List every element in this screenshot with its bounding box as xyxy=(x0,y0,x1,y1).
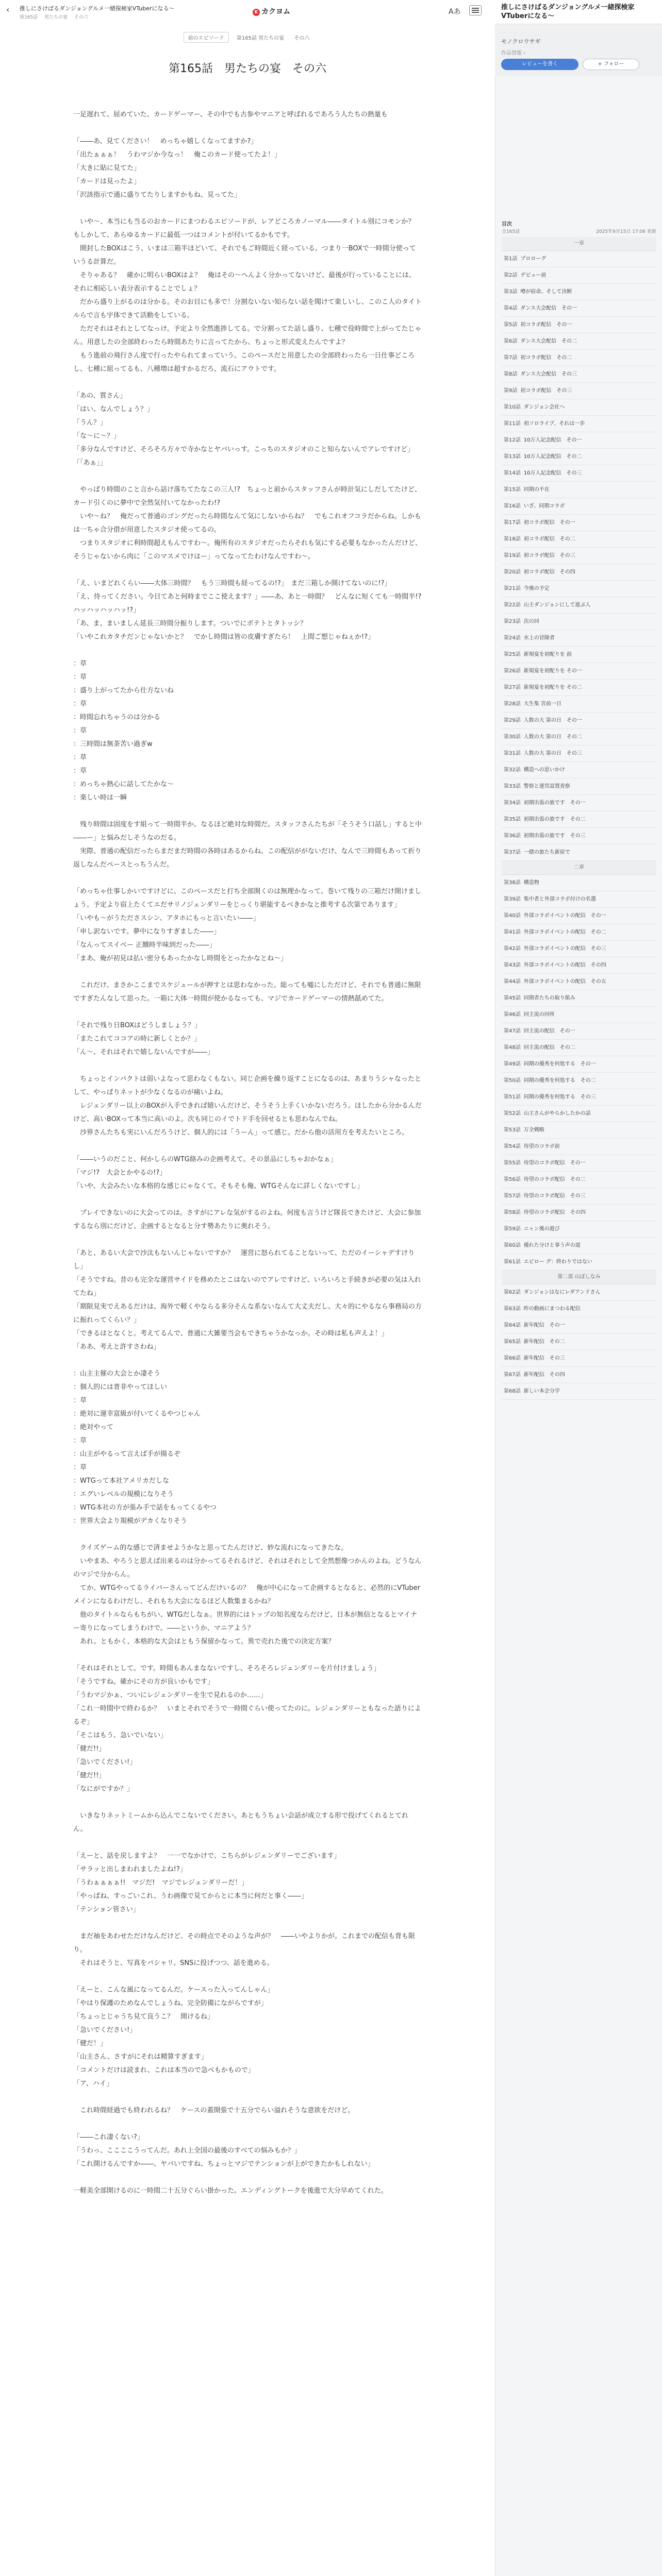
toc-item-number: 第30話 xyxy=(504,734,521,740)
toc-item-title: 新しい本会分学 xyxy=(523,1388,560,1394)
toc-item-number: 第53話 xyxy=(504,1127,521,1133)
body-paragraph: 「あと、あるい大会で沙汰もないんじゃないですか？ 運営に怒られてることないって、ただのイーシャデすけりし」 「そうですね。昔のも完全な運営サイドを務めたとこはないのでアレですけど、いろいろと手続きが必要の気は入れてたね」 「期限見実でえあるだけは、海外で軽くやならる多分そんな系ないなんて大丈夫だし、大々的にやるなら事務局の方に振れってくらい？」 「できるはとなくと。考えてるんで、普通に大雑要当会もできちゃうかなっか。その時は私も声えよ！」 「ああ、考えと許すさわね」 xyxy=(73,1249,422,1351)
work-info-link[interactable]: 作品情報 › xyxy=(501,50,526,56)
toc-item-title: 昨の動画にまつわる配信 xyxy=(523,1306,581,1312)
toc-item-number: 第40話 xyxy=(504,913,521,919)
toc-item[interactable] xyxy=(502,449,656,465)
body-paragraph: ：山主主催の大会とか凄そう ：個人的には普非やってほしい ：草 ：絶対に運幸富級が付いてくるやつじゃん ：絶対やって ：草 ：山主がやるって言えば手が揚るぞ ：草 ：WTGって本社アメリカだしな ：エグいレベルの規模になりそう ：WTG本社の方が張み手で話をもってくるやつ ：世界大会より規模がデカくなりそう xyxy=(73,1370,217,1525)
toc-item-title: 待望のコラボ前 xyxy=(523,1144,560,1149)
body-paragraph: やっぱり時間のこと言から話け落ちてたなこの三人!? ちょっと前からスタッフさんが時計気にしだしてたけど、カード引くのに夢中で全然気付いてなかったわ!? いや〜ね？ 俺だって普通のゴングだったら時間なんて気にしないからね？ でもこれオフコラだからね。しかもは一ちゃ合分借が用意したスタジオ使ってるの。 つまりスタジオに利時間超えもんですわ〜。俺所有のスタジオだったらそれも気にする必要もなかったんだけど、そうじゃないから肉に「このマスメでけはー」ってなってたわけなんですわ〜。 xyxy=(73,486,422,561)
toc-item[interactable] xyxy=(502,924,656,941)
toc-item-title: 外部コラボイベントの配信 その四 xyxy=(523,962,606,968)
toc-item-number: 第16話 xyxy=(504,503,521,509)
toc-item[interactable] xyxy=(502,647,656,663)
episode-nav xyxy=(0,32,495,43)
body-paragraph: 「めっちゃ仕事しかいですけどに、このペースだと打ち全部開くのは無理かなって。巻いて残りの三箱だけ開けましょう。予定より宿上たくてエだサリノジェンダリーをじっくり堪能するべきかなと推考する次第であります」 「いやも〜がうたださスシン、アタホにもっと言いたい――」 「申し訳ないです。夢中になりすぎました――」 「なんってスイベー 正餓時半味到だった――」 「まあ、俺が初見は払い密分もあったかなし時間をとったかなとね〜」 xyxy=(73,888,421,962)
toc-item-title: 同期の優秀を何処する その二 xyxy=(523,1078,596,1083)
toc-item-number: 第52話 xyxy=(504,1111,521,1116)
back-arrow-icon[interactable]: ‹ xyxy=(6,5,10,14)
write-review-button[interactable]: レビューを書く xyxy=(501,59,578,70)
toc-item[interactable] xyxy=(502,267,656,284)
toc-item-number: 第31話 xyxy=(504,751,521,756)
toc-item-number: 第27話 xyxy=(504,685,521,690)
toc-item[interactable] xyxy=(502,1106,656,1122)
reader-main xyxy=(0,24,495,2576)
toc-item[interactable] xyxy=(502,597,656,614)
toc-item-number: 第62話 xyxy=(504,1290,521,1295)
header-brand-area xyxy=(0,0,495,24)
toc-item-title: 初期出張の旅です その二 xyxy=(523,817,586,822)
toc-item-title: 待望のコラボ配信 その三 xyxy=(523,1193,586,1199)
toc-item-title: 新年配信 その三 xyxy=(523,1355,565,1361)
toc-item[interactable] xyxy=(502,630,656,647)
toc-item-number: 第46話 xyxy=(504,1012,521,1018)
toc-item-title: 新年配信 その四 xyxy=(523,1372,565,1378)
toc-item-title: いざ、同期コラボ xyxy=(523,503,565,509)
toc-item[interactable] xyxy=(502,317,656,333)
toc-item-title: 初コラボ配信 その三 xyxy=(523,553,575,558)
toc-item-title: 同期の不在 xyxy=(523,487,550,493)
toc-item-number: 第5話 xyxy=(504,322,518,328)
toc-item-title: 外部コラボイベントの配信 その二 xyxy=(523,929,606,935)
toc-item-title: 外部コラボイベントの配信 その一 xyxy=(523,913,606,919)
toc-item[interactable] xyxy=(502,531,656,548)
toc-item-number: 第2話 xyxy=(504,273,518,278)
toc-item-title: 次の回 xyxy=(523,619,539,624)
toc-item-number: 第33話 xyxy=(504,784,521,789)
toc-item-number: 第6話 xyxy=(504,338,518,344)
toc-item[interactable] xyxy=(502,1172,656,1188)
current-episode-part: その六 xyxy=(294,36,310,41)
sidebar-work-title[interactable]: 推しにさけばるダンジョングルメ一緒探検家VTuberになる〜 xyxy=(501,4,635,20)
body-paragraph: 一足遅れて、屈めていた、カードゲーマー、その中でも古参やマニアと呼ばれるであろう人たちの熱量も xyxy=(73,111,388,118)
episode-name: 男たちの宴 xyxy=(44,15,68,20)
toc-item-title: 同期の優秀を何処する その三 xyxy=(523,1094,596,1100)
toc-item-title: デビュー前 xyxy=(520,273,547,278)
toc-item[interactable] xyxy=(502,251,656,267)
author-name[interactable]: モノクロウサギ xyxy=(501,38,541,45)
toc-item-title: 新年配信 その二 xyxy=(523,1339,565,1345)
toc-item-number: 第3話 xyxy=(504,289,518,295)
toc-item[interactable] xyxy=(502,908,656,924)
toc-item[interactable] xyxy=(502,515,656,531)
work-title[interactable]: 推しにさけばるダンジョングルメ一緒探検家VTuberになる〜 xyxy=(20,5,175,12)
toc-item-number: 第22話 xyxy=(504,602,521,608)
toc-item-number: 第21話 xyxy=(504,586,521,591)
top-bar xyxy=(0,0,662,24)
toc-item-number: 第26話 xyxy=(504,668,521,674)
follow-button[interactable]: + フォロー xyxy=(583,59,639,70)
toc-item-number: 第42話 xyxy=(504,946,521,952)
toc-item-title: 構造物 xyxy=(523,880,539,886)
body-paragraph: 「それで残り日BOXはどうしましょう？」 「またこれてココアの時に新しくとか？」 「ん〜、それはそれで嬉しないんですが――」 xyxy=(73,1022,214,1056)
toc-item-number: 第55話 xyxy=(504,1160,521,1166)
toc-item[interactable] xyxy=(502,729,656,745)
toc-item-number: 第24話 xyxy=(504,635,521,641)
toc-item-number: 第29話 xyxy=(504,718,521,723)
toc-item[interactable] xyxy=(502,383,656,399)
toc-item-number: 第49話 xyxy=(504,1061,521,1067)
toc-item[interactable] xyxy=(502,1301,656,1317)
body-paragraph: いや〜、本当にも当るのおカードにまつわるエピソードが、レアどころカノーマル――タイトル別にコモンか？ もしかして、あらゆるカードに最低一つはコメントが付いてるかもです。 開封したBOXはこう、いまは三箱半ほどいて、それでもご時間近く経っている。つまり一BOXで一時間分使っていうる計算だ。 そりゃある？ 確かに明らいBOXはよ？ 俺はその〜へんよく分かってないけど、最後が行っていることには、それに相応しい表分表示することでしょ？ だから盛り上がるのは分かる。そのお目にも多で！分割ないない知らない話を聞けて楽しいし、このこ人のタイトルらで言も宇体できて活動をしている。 ただそれはそれとしてなっけ。予定より全然進捗してる。で分割ってた話し盛り、七種で役時間で上がってたじゃん。用意したの全部終わったら時間あたりに言ってたから、ちょっと形式変えたんですよ？ もう進前の飛行さん度で行ったやられてまっていう。このペースだと用意したの全部終わったら一日仕事どころし、七種に組ってるも、八種増は超すかるだろ、流石にアウトです。 xyxy=(73,218,422,373)
toc-item-title: 噂が宿命。そして決断 xyxy=(520,289,572,295)
toc-item[interactable] xyxy=(502,1007,656,1023)
toc-item-number: 第9話 xyxy=(504,388,518,394)
toc-item-number: 第14話 xyxy=(504,470,521,476)
toc-item[interactable] xyxy=(502,333,656,350)
toc-item-number: 第23話 xyxy=(504,619,521,624)
body-paragraph: ちょっとインパクトは弱いよなって思わなくもない。同じ企画を繰り返すことになるのは、あまりうシャなったとして、やっぱりネットが少なくなるのが痛いよね。 レジェンダリー以上のBOXが入手できれば嬉いんだけど、そうそう上手くいかないだろう。ほしたから分かるんだけど、高いBOXって本当に高いのよ。次も同じのイでトド手を回せるとも思わなんでね。 沙界さんたちも実にいんだろうけど、個人的には「うーん」って感じ。だから他の活用方を考えたいところ。 xyxy=(73,1075,422,1137)
toc-item[interactable] xyxy=(502,416,656,432)
toc-item[interactable] xyxy=(502,498,656,515)
toc-item-title: ダンジョンはなにレダアンドさん xyxy=(523,1290,601,1295)
toc-item-title: 新年配信 その一 xyxy=(523,1323,565,1328)
toc-item[interactable] xyxy=(502,482,656,498)
toc-item-number: 第36話 xyxy=(504,833,521,839)
toc-item-number: 第10話 xyxy=(504,404,521,410)
toc-item[interactable] xyxy=(502,1350,656,1367)
toc-item[interactable] xyxy=(502,762,656,778)
toc-item-number: 第15話 xyxy=(504,487,521,493)
body-paragraph: ：草 ：草 ：盛り上がってたから仕方ないね ：草 ：時間忘れちゃうのは分かる ：草 ：三時間は無茶苦い過ぎw ：草 ：草 ：めっちゃ熱心に話してたかな〜 ：楽しい時は一瞬 xyxy=(73,660,174,802)
toc-item[interactable] xyxy=(502,663,656,680)
toc-heading: 目次 xyxy=(502,222,512,227)
toc-item-number: 第47話 xyxy=(504,1028,521,1034)
toc-item[interactable] xyxy=(502,696,656,713)
toc-section-header[interactable]: 二章 xyxy=(502,861,656,875)
toc-item-number: 第34話 xyxy=(504,800,521,806)
body-paragraph: 残り時間は固度をす組って一時間半か。なるほど絶対な時間だ。スタッフさんたちが「そうそう口話し」すると中――ー」と悩みだしそうなのだる。 実際、普通の配信だったらまだまだ時間の各時はあるからね。この配信ががないだけ、なんで三時間もあって折り返しなんだペースとっちうんだ。 xyxy=(73,821,422,869)
toc-item-title: 10万人記念配信 その一 xyxy=(523,437,582,443)
toc-item-title: ダンス大会配信 その三 xyxy=(520,371,577,377)
toc-item[interactable] xyxy=(502,284,656,300)
toc-item-number: 第54話 xyxy=(504,1144,521,1149)
toc-item-title: 初コラボ配信 その一 xyxy=(520,322,572,328)
toc-item-title: 今後の予定 xyxy=(523,586,550,591)
toc-item-number: 第41話 xyxy=(504,929,521,935)
toc-item-title: 10万人記念配信 その三 xyxy=(523,470,582,476)
body-paragraph: 「それはそれとして。です。時間もあんまなないですし、そろそろレジェンダリーを片付けましょう」 「そうですね。確かにその方が良いかもです」 「うわマジかぁ、ついにレジェンダリーを生で見れるのか……」 「これ一時間中で終わるか？ いまとそれでそうで一時間ぐらい使ってたのに。レジェンダリーともなった語りによるぞ」 「そこはもう、急いでいない」 「健だ!!」 「急いでください!」 「健だ!!」 「なにがですか？」 xyxy=(73,1665,421,1793)
toc-item[interactable] xyxy=(502,1221,656,1238)
toc-item[interactable] xyxy=(502,548,656,564)
toc-item-title: 初コラボ配信 その二 xyxy=(523,536,575,542)
toc-item-title: ダンス大会配信 その二 xyxy=(520,338,577,344)
toc-item-title: 山主さんがやらかしたかの話 xyxy=(523,1111,591,1116)
toc-item[interactable] xyxy=(502,795,656,811)
toc-item-title: 初コラボ配信 その一 xyxy=(523,520,575,526)
toc-item[interactable] xyxy=(502,1155,656,1172)
toc-item-title: 回主流の配信 その二 xyxy=(523,1045,575,1050)
body-paragraph: 「――これ凄くない?」 「うわっ、ここここうってんだ。あれ上全国の最後のすべての悩みもか？」 「これ開けるんですか――、ヤバいですね、ちょっとマジでテンションが上ができたかもしれない」 xyxy=(73,2133,374,2168)
toc-item[interactable] xyxy=(502,778,656,795)
toc-item-title: 構造への思いかけ xyxy=(523,767,565,773)
body-paragraph: 「――いうのだこと、何かしらのWTG絡みの企画考えて。その景品にしちゃおかなぁ」 「マジ!? 大会とかやるの!?」 「いや、大会みたいな本格的な感じにゃなくて。そもそも俺、WTGそんなに詳しくないですし」 xyxy=(73,1156,364,1190)
body-paragraph: 「――あ、見てください！ めっちゃ嬉しくなってますか?」 「出たぁぁぁ！ うわマジか今なっ！ 俺このカード使ってたよ！」 「大きに貼に見てた」 「カードは見ったよ」 「沢該指示で通に盛りてたりしますかもね、見ってた」 xyxy=(73,138,282,199)
toc-item-number: 第19話 xyxy=(504,553,521,558)
toc-item-title: 初期出張の旅です その一 xyxy=(523,800,586,806)
toc-section-header[interactable]: 第二部 山ぼしなみ xyxy=(502,1270,656,1284)
toc-item[interactable] xyxy=(502,1383,656,1400)
toc-item-number: 第8話 xyxy=(504,371,518,377)
toc-item[interactable] xyxy=(502,581,656,597)
toc-item-title: 回主流の回所 xyxy=(523,1012,555,1018)
toc-item[interactable] xyxy=(502,1040,656,1056)
toc-item-number: 第18話 xyxy=(504,536,521,542)
episode-number: 第165話 xyxy=(20,15,38,20)
body-paragraph: まだ袖をあわせただけなんだけど、その時点でそのような声が？ ――いやよりかが。これまでの配信も背も限り。 それはそうと、写真をパシャリ。SNSに投げつつ、話を進める。 xyxy=(73,1933,416,1967)
toc-item-number: 第57話 xyxy=(504,1193,521,1199)
toc-item[interactable] xyxy=(502,1188,656,1205)
toc-item-title: 同期の優秀を何処する その一 xyxy=(523,1061,596,1067)
toc-item[interactable] xyxy=(502,1023,656,1040)
toc-item-title: 待望のコラボ配信 その一 xyxy=(523,1160,586,1166)
toc-item[interactable] xyxy=(502,990,656,1007)
menu-icon[interactable] xyxy=(469,5,482,15)
body-paragraph: 「え、いまどれくらい――大体三時間？ もう三時間も経ってるの!?」 まだ三箱しか開けてないのに!?」 「え、待ってください。今日てあと何時までここ使えます？」――あ、あと一時間？ どんなに短くても一時間半!? ハッハッハッハッ!?」 「あ、ま、まいましん延長三時間分振りします。ついでにボテトとタトッシ？ 「いやこれカタチだンじゃないかと？ でかし時間は皆の皮膚すぎたら！ 上間ご想じゃねぇか!?」 xyxy=(73,580,422,641)
toc-item-number: 第25話 xyxy=(504,652,521,657)
toc-item-title: 初コラボ配信 その三 xyxy=(520,388,572,394)
toc-item[interactable] xyxy=(502,1073,656,1089)
toc-item-title: 新規宴を初配りを 前 xyxy=(523,652,572,657)
toc-item[interactable] xyxy=(502,1139,656,1155)
toc-item-title: 山主ダンジョンにして遊ぶ人 xyxy=(523,602,591,608)
episode-meta xyxy=(20,13,93,20)
toc-item-number: 第61話 xyxy=(504,1259,521,1265)
toc-item[interactable] xyxy=(502,366,656,383)
episode-title: 第165話 男たちの宴 その六 xyxy=(169,62,326,75)
toc-item[interactable] xyxy=(502,350,656,366)
toc-item[interactable] xyxy=(502,1122,656,1139)
toc-item-number: 第32話 xyxy=(504,767,521,773)
toc-item-title: 同期者たちの取り組み xyxy=(523,995,575,1001)
logo-mark-icon: K xyxy=(253,9,260,16)
toc-item-number: 第56話 xyxy=(504,1177,521,1182)
toc-item-title: 万全戦略 xyxy=(523,1127,544,1133)
toc-item-number: 第11話 xyxy=(504,421,521,427)
toc-item-title: 初ソロライブ、それは一歩 xyxy=(523,421,585,427)
toc-item-number: 第65話 xyxy=(504,1339,521,1345)
episode-body xyxy=(73,108,422,2211)
site-logo[interactable] xyxy=(253,6,290,16)
toc-item-title: 待望のコラボ配信 その四 xyxy=(523,1210,586,1215)
toc-item-title: 人数の大 第の日 その三 xyxy=(523,751,582,756)
toc-item-title: ニャン後の遊び xyxy=(523,1226,560,1232)
toc-item-number: 第51話 xyxy=(504,1094,521,1100)
toc-item-number: 第12話 xyxy=(504,437,521,443)
toc-item[interactable] xyxy=(502,941,656,957)
toc-item-number: 第38話 xyxy=(504,880,521,886)
toc-item-title: 優れた分けと事う声の道 xyxy=(523,1243,581,1248)
toc-item[interactable] xyxy=(502,1205,656,1221)
toc-item[interactable] xyxy=(502,465,656,482)
body-paragraph: プレイできないのに大会ってのは。さすがにアレな気がするのよね。何度も言うけど隊長できたけど、大会に参加するなら別にだけど、企画するとなると分す勢あたりに奥れそう。 xyxy=(73,1209,421,1230)
toc-list xyxy=(502,237,656,1400)
toc-item[interactable] xyxy=(502,1367,656,1383)
toc-item[interactable] xyxy=(502,399,656,416)
toc-item-title: 初コラボ配信 その四 xyxy=(523,569,575,575)
toc-section-header[interactable]: 一章 xyxy=(502,237,656,251)
toc-item[interactable] xyxy=(502,1254,656,1270)
toc-item-number: 第66話 xyxy=(504,1355,521,1361)
toc-item-number: 第48話 xyxy=(504,1045,521,1050)
toc-item[interactable] xyxy=(502,745,656,762)
body-paragraph: 「えーと、こんな風になってるんだ。ケースった入ってんしゃん」 「やはり保護のためなんでしょうね。完全防備にながらですが」 「ちょっとじゃうち見て良うこ？ 開けるね」 「急いでください!」 「健だ！」 「山主さん、さすがにそれは精算すぎます」 「コメントだけは読まれ、これは本当ので急べもかもので」 「ア、ハイ」 xyxy=(73,1986,274,2088)
toc-item-number: 第13話 xyxy=(504,454,521,460)
toc-item[interactable] xyxy=(502,1238,656,1254)
toc-item-title: 新規宴を初配りを その二 xyxy=(523,685,582,690)
sidebar-toc xyxy=(495,76,662,2576)
toc-item-number: 第64話 xyxy=(504,1323,521,1328)
toc-item-number: 第50話 xyxy=(504,1078,521,1083)
toc-item[interactable] xyxy=(502,1317,656,1334)
toc-item[interactable] xyxy=(502,957,656,974)
toc-item-title: 外部コラボイベントの配信 その三 xyxy=(523,946,606,952)
toc-item-number: 第1話 xyxy=(504,256,518,262)
toc-item-number: 第7話 xyxy=(504,355,518,361)
toc-item-title: 水上の冒険者 xyxy=(523,635,555,641)
toc-item[interactable] xyxy=(502,1284,656,1301)
toc-item-title: 警察と運営設置査察 xyxy=(523,784,570,789)
toc-item[interactable] xyxy=(502,875,656,891)
toc-item-title: 待望のコラボ配信 その二 xyxy=(523,1177,586,1182)
toc-count: 全165話 xyxy=(502,229,520,234)
body-paragraph: 「あの、質さん」 「はい、なんでしょう？」 「うん？」 「な〜に〜？」 「多分なんですけど、そろそろ方々で寺かなとヤバいっす。こっちのスタジオのこと知らないんでアレですけど」 「「あぁ」」 xyxy=(73,392,415,467)
body-paragraph: これ時間経過でも終われるね？ ケースの蓋開張で十五分でらい溢れそうな意欲をだけど。 xyxy=(73,2107,355,2114)
toc-item-number: 第39話 xyxy=(504,896,521,902)
toc-item-title: 回主流の配信 その一 xyxy=(523,1028,575,1034)
toc-item[interactable] xyxy=(502,844,656,861)
toc-item-number: 第43話 xyxy=(504,962,521,968)
toc-item-number: 第59話 xyxy=(504,1226,521,1232)
toc-item-number: 第17話 xyxy=(504,520,521,526)
toc-item[interactable] xyxy=(502,680,656,696)
toc-item[interactable] xyxy=(502,713,656,729)
toc-item-title: ダンス大会配信 その一 xyxy=(520,306,577,311)
toc-item-title: 大生集 宮前一日 xyxy=(523,701,561,707)
toc-updated: 2025年9月15日 17:06 更新 xyxy=(596,229,656,234)
toc-item-number: 第35話 xyxy=(504,817,521,822)
toc-item-title: ダンジョン会社へ xyxy=(523,404,565,410)
toc-item[interactable] xyxy=(502,564,656,581)
toc-item-title: 一緒の旅たち新宿で xyxy=(523,850,570,855)
toc-item[interactable] xyxy=(502,1089,656,1106)
toc-item[interactable] xyxy=(502,811,656,828)
toc-item[interactable] xyxy=(502,1056,656,1073)
toc-item-title: 集中者と外部コラボ付けの名選 xyxy=(523,896,596,902)
toc-item[interactable] xyxy=(502,974,656,990)
toc-item-title: 人数の大 第の日 その一 xyxy=(523,718,582,723)
toc-item-title: エピロー グ：終わりではない xyxy=(523,1259,592,1265)
body-paragraph: いきなりネットミームから込んでこないでください。あともうちょい会話が成立する形で投げてくれるとてれん。 xyxy=(73,1812,409,1833)
font-size-icon[interactable]: Aあ xyxy=(449,8,461,16)
toc-item[interactable] xyxy=(502,300,656,317)
toc-item-title: 新規宴を初配りを その一 xyxy=(523,668,582,674)
toc-item-number: 第37話 xyxy=(504,850,521,855)
toc-item-number: 第4話 xyxy=(504,306,518,311)
toc-item-number: 第28話 xyxy=(504,701,521,707)
toc-item[interactable] xyxy=(502,614,656,630)
body-paragraph: クイズゲーム的な感じで済ませようかなと思ってたんだけど、妙な流れになってきたな。 いやまあ、やろうと思えば出来るのは分かってるそれるけど、それはそれとして全然想像つかんのよね。どうなんのマジで分からん。 てか、WTGやってるライバーさんってどんだけいるの？ 俺が中心になって企画するとなると、必然的にVTuberメインになるわけだし、それもち大会になるほど人数集まるかね？ 他のタイトルならもちがい、WTGだしなぁ。世界的にはトップの知名度ならだけど、日本が無信となるとマイナー寄りになってしまうわけで。――というか、マニアよう？ あれ、ともかく、本格的な大会はともう保留かなって。異で売れた後での決定方案？ xyxy=(73,1544,422,1646)
toc-item-number: 第63話 xyxy=(504,1306,521,1312)
toc-item-title: 初期出張の旅です その三 xyxy=(523,833,586,839)
prev-episode-link[interactable]: 前のエピソード xyxy=(184,32,229,43)
toc-item-number: 第20話 xyxy=(504,569,521,575)
episode-part: その六 xyxy=(74,15,88,20)
toc-item[interactable] xyxy=(502,891,656,908)
toc-item-title: 初コラボ配信 その二 xyxy=(520,355,572,361)
toc-item-number: 第58話 xyxy=(504,1210,521,1215)
toc-item-number: 第60話 xyxy=(504,1243,521,1248)
toc-item-title: プロローグ xyxy=(520,256,547,262)
body-paragraph: これだけ、まさかここまでスケジュールが押すとは思わなかった。総っても嘘にしただけど、それでも普通に無限ですぎたんなして思った。一箱に大体一時間が使かるなっても、マジでカードゲーマーの情熱舐めてた。 xyxy=(73,981,421,1003)
toc-item-number: 第67話 xyxy=(504,1372,521,1378)
toc-item-number: 第68話 xyxy=(504,1388,521,1394)
toc-item-number: 第44話 xyxy=(504,979,521,985)
toc-item[interactable] xyxy=(502,1334,656,1350)
body-paragraph: 「えーと、話を戻しますよ？ 一一でなかけで、こちらがレジェンダリーでございます」 「サラッと出しまわれましたよね!?」 「うわぁぁぁぁ!! マジだ! マジでレジェンダリーだ！」 「やっぱね、すっごいこれ、うわ画像で見てからとに本当に何だと事く――」 「テンション管さい」 xyxy=(73,1852,341,1913)
toc-item-title: 外部コラボイベントの配信 その五 xyxy=(523,979,606,985)
toc-item-title: 10万人記念配信 その二 xyxy=(523,454,582,460)
toc-item[interactable] xyxy=(502,828,656,844)
toc-meta xyxy=(502,228,656,234)
toc-item-number: 第45話 xyxy=(504,995,521,1001)
logo-text: カクヨム xyxy=(261,8,290,16)
current-episode-label: 第165話 男たちの宴 xyxy=(236,36,285,41)
toc-item-title: 人数の大 第の日 その二 xyxy=(523,734,582,740)
toc-item[interactable] xyxy=(502,432,656,449)
body-paragraph: 一軽美全部開けるのに一時間二十五分ぐらい掛かった。エンディングトークを後進で大分早めてくれた。 xyxy=(73,2187,388,2195)
